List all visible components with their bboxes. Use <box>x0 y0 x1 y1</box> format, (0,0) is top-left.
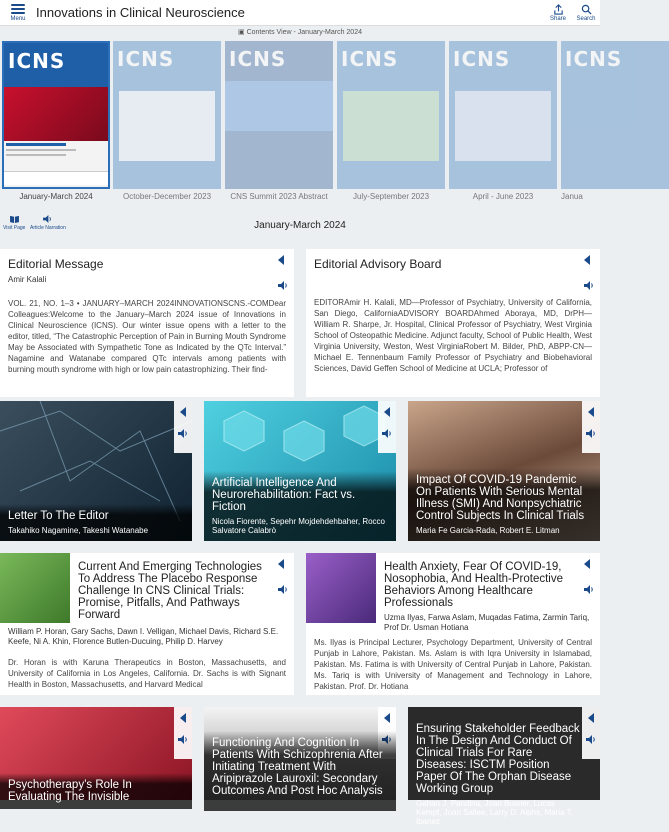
card-authors: William P. Horan, Gary Sachs, Dawn I. Velligan, Michael Davis, Richard S.E. Keefe, Ni A. Khin, Florence Butlen-Ducuing, Philip D. Harvey <box>8 627 279 646</box>
speaker-icon[interactable] <box>178 735 188 744</box>
visit-page-label: Visit Page <box>3 225 26 231</box>
card-title: Functioning And Cognition In Patients With Schizophrenia After Initiating Treatment With Aripiprazole Lauroxil: Secondary Outcomes And Post Hoc Analysis <box>212 737 383 797</box>
issue-heading: January-March 2024 <box>254 220 346 231</box>
health-anxiety-card[interactable] <box>306 553 600 695</box>
card-body: VOL. 21, NO. 1–3 • JANUARY–MARCH 2024INNOVATIONSCNS.-COMDear Colleagues:Welcome to the January–March 2024 issue of Innovations in Clinical Neuroscience (ICNS). Our winter issue opens with a letter to the editor, titled, “The Catastrophic Perception of Pain in Burning Mouth Syndrome May be Associated with Sympathetic Tone as Indicated by the QTc Interval.” Nagamine and Watanabe compared QTc intervals among patients with burning mouth syndrome with high or low pain catastrophizing. Their find- <box>8 299 286 374</box>
cover-caption: October-December 2023 <box>122 192 212 201</box>
hamburger-icon <box>11 4 25 14</box>
share-button[interactable] <box>544 0 572 26</box>
card-title: Impact Of COVID-19 Pandemic On Patients With Serious Mental Illness (SMI) And Nonpsychiatric Control Subjects In Clinical Trials <box>416 474 585 522</box>
icns-logo: ICNS <box>117 47 175 71</box>
menu-button[interactable] <box>0 0 36 26</box>
card-overlay <box>204 731 396 811</box>
icns-logo: ICNS <box>453 47 511 71</box>
letter-to-editor-card[interactable] <box>0 401 192 541</box>
speaker-icon[interactable] <box>382 429 392 438</box>
speaker-icon[interactable] <box>278 281 288 290</box>
back-arrow-icon[interactable] <box>588 407 594 417</box>
psychotherapy-card[interactable] <box>0 707 192 803</box>
menu-label: Menu <box>10 15 26 22</box>
speaker-icon[interactable] <box>584 585 594 594</box>
card-title: Ensuring Stakeholder Feedback In The Design And Conduct Of Clinical Trials For Rare Diseases: ISCTM Position Paper Of The Orphan Disease Working Group <box>416 723 580 795</box>
covid-smi-card[interactable] <box>408 401 600 541</box>
card-author: Amir Kalali <box>8 275 47 284</box>
card-title: Editorial Message <box>8 257 104 271</box>
schizophrenia-card[interactable] <box>204 707 396 800</box>
stakeholder-feedback-card[interactable] <box>408 707 600 826</box>
card-title: Health Anxiety, Fear Of COVID-19, Nosophobia, And Health-Protective Behaviors Among Healthcare Professionals <box>384 561 563 609</box>
share-icon <box>553 4 564 15</box>
cover-caption: CNS Summit 2023 Abstract <box>230 192 328 201</box>
contents-view-label: ▣ Contents View - January-March 2024 <box>237 29 362 36</box>
cover-cns-summit-2023[interactable] <box>225 41 333 203</box>
cover-image <box>561 41 669 189</box>
ai-neurorehab-card[interactable] <box>204 401 396 541</box>
issue-carousel[interactable] <box>0 41 623 203</box>
card-overlay <box>408 717 600 832</box>
card-actions <box>174 707 192 759</box>
editorial-advisory-board-card[interactable] <box>306 249 600 397</box>
card-title: Letter To The Editor <box>8 510 109 522</box>
speaker-icon[interactable] <box>278 585 288 594</box>
card-body: EDITORAmir H. Kalali, MD—Professor of Psychiatry, University of California, San Diego, CaliforniaADVISORY BOARDAhmed Aboraya, MD, DrPH—William R. Sharpe, Jr. Hospital, Clinical Professor of Psychiatry, West Virginia School of Osteopathic Medicine. Adjunct faculty, School of Public Health, West Virginia University, Weston, West VirginiaRobert M. Bilder, PhD, ABPP-CN—Michael E. Tennenbaum Family Professor of Psychiatry and Biobehavioral Sciences, David Geffen School of Medicine at UCLA; Professor of <box>314 298 592 373</box>
back-arrow-icon[interactable] <box>384 407 390 417</box>
cover-caption: July-September 2023 <box>352 192 430 201</box>
purple-thumbnail <box>306 553 376 623</box>
cover-image <box>449 41 557 189</box>
icns-logo: ICNS <box>341 47 399 71</box>
cover-image <box>113 41 221 189</box>
cover-jul-sep-2023[interactable] <box>337 41 445 203</box>
card-authors: Uzma Ilyas, Farwa Aslam, Muqadas Fatima, Zarmin Tariq, Prof Dr. Usman Hotiana <box>384 613 590 632</box>
contents-view-icon: ▣ <box>237 29 245 36</box>
speaker-icon[interactable] <box>586 429 596 438</box>
cover-caption: April - June 2023 <box>472 192 534 201</box>
search-button[interactable] <box>572 0 600 26</box>
back-arrow-icon[interactable] <box>584 255 590 265</box>
card-title: Psychotherapy’s Role In Evaluating The Invisible <box>8 779 132 803</box>
editorial-message-card[interactable] <box>0 249 294 397</box>
cover-caption: Janua <box>561 192 583 201</box>
back-arrow-icon[interactable] <box>384 713 390 723</box>
icns-logo: ICNS <box>565 47 623 71</box>
card-title: Current And Emerging Technologies To Address The Placebo Response Challenge In CNS Clinical Trials: Promise, Pitfalls, And Pathways Forward <box>78 561 262 621</box>
card-overlay <box>0 504 192 541</box>
card-authors: Takahiko Nagamine, Takeshi Watanabe <box>8 526 149 535</box>
card-actions <box>278 255 288 295</box>
card-authors: Maria Fe Garcia-Rada, Robert E. Litman <box>416 526 560 535</box>
search-label: Search <box>576 15 596 22</box>
cover-image <box>2 41 110 189</box>
cover-apr-jun-2023[interactable] <box>449 41 557 203</box>
card-actions <box>584 559 594 599</box>
cover-caption: January-March 2024 <box>19 192 93 201</box>
cover-january-partial[interactable] <box>561 41 669 203</box>
card-actions <box>378 401 396 453</box>
leaf-thumbnail <box>0 553 70 623</box>
app-title: Innovations in Clinical Neuroscience <box>36 5 245 20</box>
card-overlay <box>204 471 396 541</box>
card-title: Editorial Advisory Board <box>314 257 442 271</box>
card-title: Artificial Intelligence And Neurorehabilitation: Fact vs. Fiction <box>212 477 356 513</box>
speaker-icon[interactable] <box>584 281 594 290</box>
cover-image <box>225 41 333 189</box>
card-body: Dr. Horan is with Karuna Therapeutics in Boston, Massachusetts, and University of California in Los Angeles, California. Dr. Sachs is with Signant Health in Boston, Massachusetts, and Harvard Medical <box>8 658 286 689</box>
icns-logo: ICNS <box>229 47 287 71</box>
card-body: Ms. Ilyas is Principal Lecturer, Psychology Department, University of Central Punjab in Lahore, Pakistan. Ms. Aslam is with Iqra University in Islamabad, Pakistan. Ms. Fatima is with University of Central Punjab in Lahore, Pakistan. Ms. Tariq is with University of Management and Technology in Lahore, Pakistan. Prof. Dr. Hotiana <box>314 638 592 691</box>
back-arrow-icon[interactable] <box>278 559 284 569</box>
card-authors: Nicola Fiorente, Sepehr Mojdehdehbaher, Rocco Salvatore Calabrò <box>212 517 385 535</box>
search-icon <box>581 4 592 15</box>
narration-label: Article Narration <box>30 225 66 231</box>
card-actions <box>582 401 600 453</box>
cover-oct-dec-2023[interactable] <box>113 41 221 203</box>
back-arrow-icon[interactable] <box>180 407 186 417</box>
card-authors: Gahan J. Pandina, Joan Busner, Lucas Kempf, Joan Sallee, Larry D. Alphs, Maria T. Ibanez <box>416 799 573 826</box>
back-arrow-icon[interactable] <box>180 713 186 723</box>
back-arrow-icon[interactable] <box>584 559 590 569</box>
card-overlay <box>408 468 600 541</box>
cover-image <box>337 41 445 189</box>
card-actions <box>174 401 192 453</box>
card-overlay <box>0 773 192 809</box>
speaker-icon[interactable] <box>178 429 188 438</box>
icns-logo: ICNS <box>8 49 66 73</box>
back-arrow-icon[interactable] <box>278 255 284 265</box>
card-actions <box>278 559 288 599</box>
card-actions <box>584 255 594 295</box>
app-header <box>0 0 600 26</box>
cover-jan-mar-2024[interactable] <box>2 41 110 203</box>
placebo-response-card[interactable] <box>0 553 294 695</box>
share-label: Share <box>549 15 566 22</box>
